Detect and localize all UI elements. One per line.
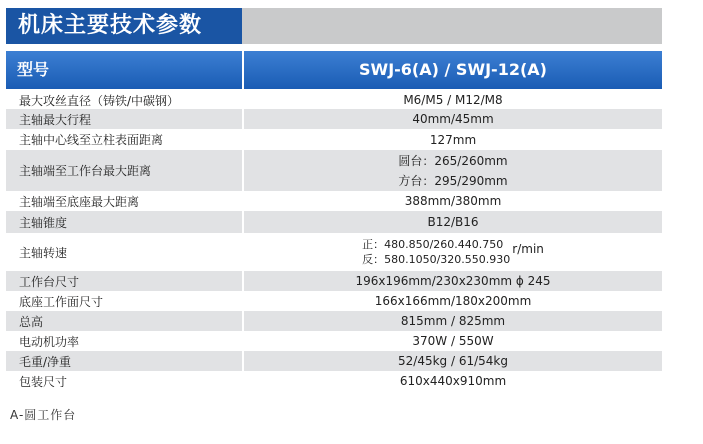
table-row [6, 233, 662, 271]
row-value: 388mm/380mm [244, 191, 662, 211]
header-label-cell: 型号 [6, 51, 242, 89]
table-row [6, 91, 662, 109]
row-label: 包装尺寸 [6, 371, 242, 391]
page-title: 机床主要技术参数 [6, 8, 242, 44]
row-value [244, 233, 662, 271]
table-row [6, 371, 662, 391]
row-label: 主轴端至工作台最大距离 [6, 150, 242, 191]
table-row [6, 109, 662, 129]
table-row [6, 351, 662, 371]
row-value [244, 150, 662, 191]
row-value: 610x440x910mm [244, 371, 662, 391]
speed-reverse: 反：580.1050/320.550.930 [362, 253, 511, 266]
row-label: 电动机功率 [6, 331, 242, 351]
speed-unit: r/min [512, 242, 544, 256]
footnote: A-圆工作台 [10, 408, 77, 422]
row-value: M6/M5 / M12/M8 [244, 91, 662, 109]
row-label: 主轴中心线至立柱表面距离 [6, 129, 242, 150]
row-label: 主轴端至底座最大距离 [6, 191, 242, 211]
row-label: 工作台尺寸 [6, 271, 242, 291]
row-label: 底座工作面尺寸 [6, 291, 242, 311]
value-line: 圆台：265/260mm [398, 153, 508, 168]
spec-table [6, 91, 662, 391]
table-row [6, 291, 662, 311]
table-header [6, 51, 662, 89]
row-value: 127mm [244, 129, 662, 150]
table-row [6, 211, 662, 233]
row-value: B12/B16 [244, 211, 662, 233]
table-row [6, 331, 662, 351]
row-label: 主轴锥度 [6, 211, 242, 233]
row-label: 主轴转速 [6, 233, 242, 271]
table-row [6, 129, 662, 150]
table-row [6, 191, 662, 211]
table-row [6, 150, 662, 191]
row-value: 815mm / 825mm [244, 311, 662, 331]
row-value: 40mm/45mm [244, 109, 662, 129]
row-value: 196x196mm/230x230mm ϕ 245 [244, 271, 662, 291]
table-row [6, 311, 662, 331]
header-model-cell: SWJ-6(A) / SWJ-12(A) [244, 51, 662, 89]
speed-forward: 正：480.850/260.440.750 [362, 238, 504, 251]
row-value: 370W / 550W [244, 331, 662, 351]
row-label: 主轴最大行程 [6, 109, 242, 129]
row-label: 毛重/净重 [6, 351, 242, 371]
row-value: 52/45kg / 61/54kg [244, 351, 662, 371]
table-row [6, 271, 662, 291]
row-label: 最大攻丝直径（铸铁/中碳钢） [6, 91, 242, 109]
row-value: 166x166mm/180x200mm [244, 291, 662, 311]
value-line: 方台：295/290mm [398, 173, 508, 188]
row-label: 总高 [6, 311, 242, 331]
title-bar [6, 8, 662, 44]
